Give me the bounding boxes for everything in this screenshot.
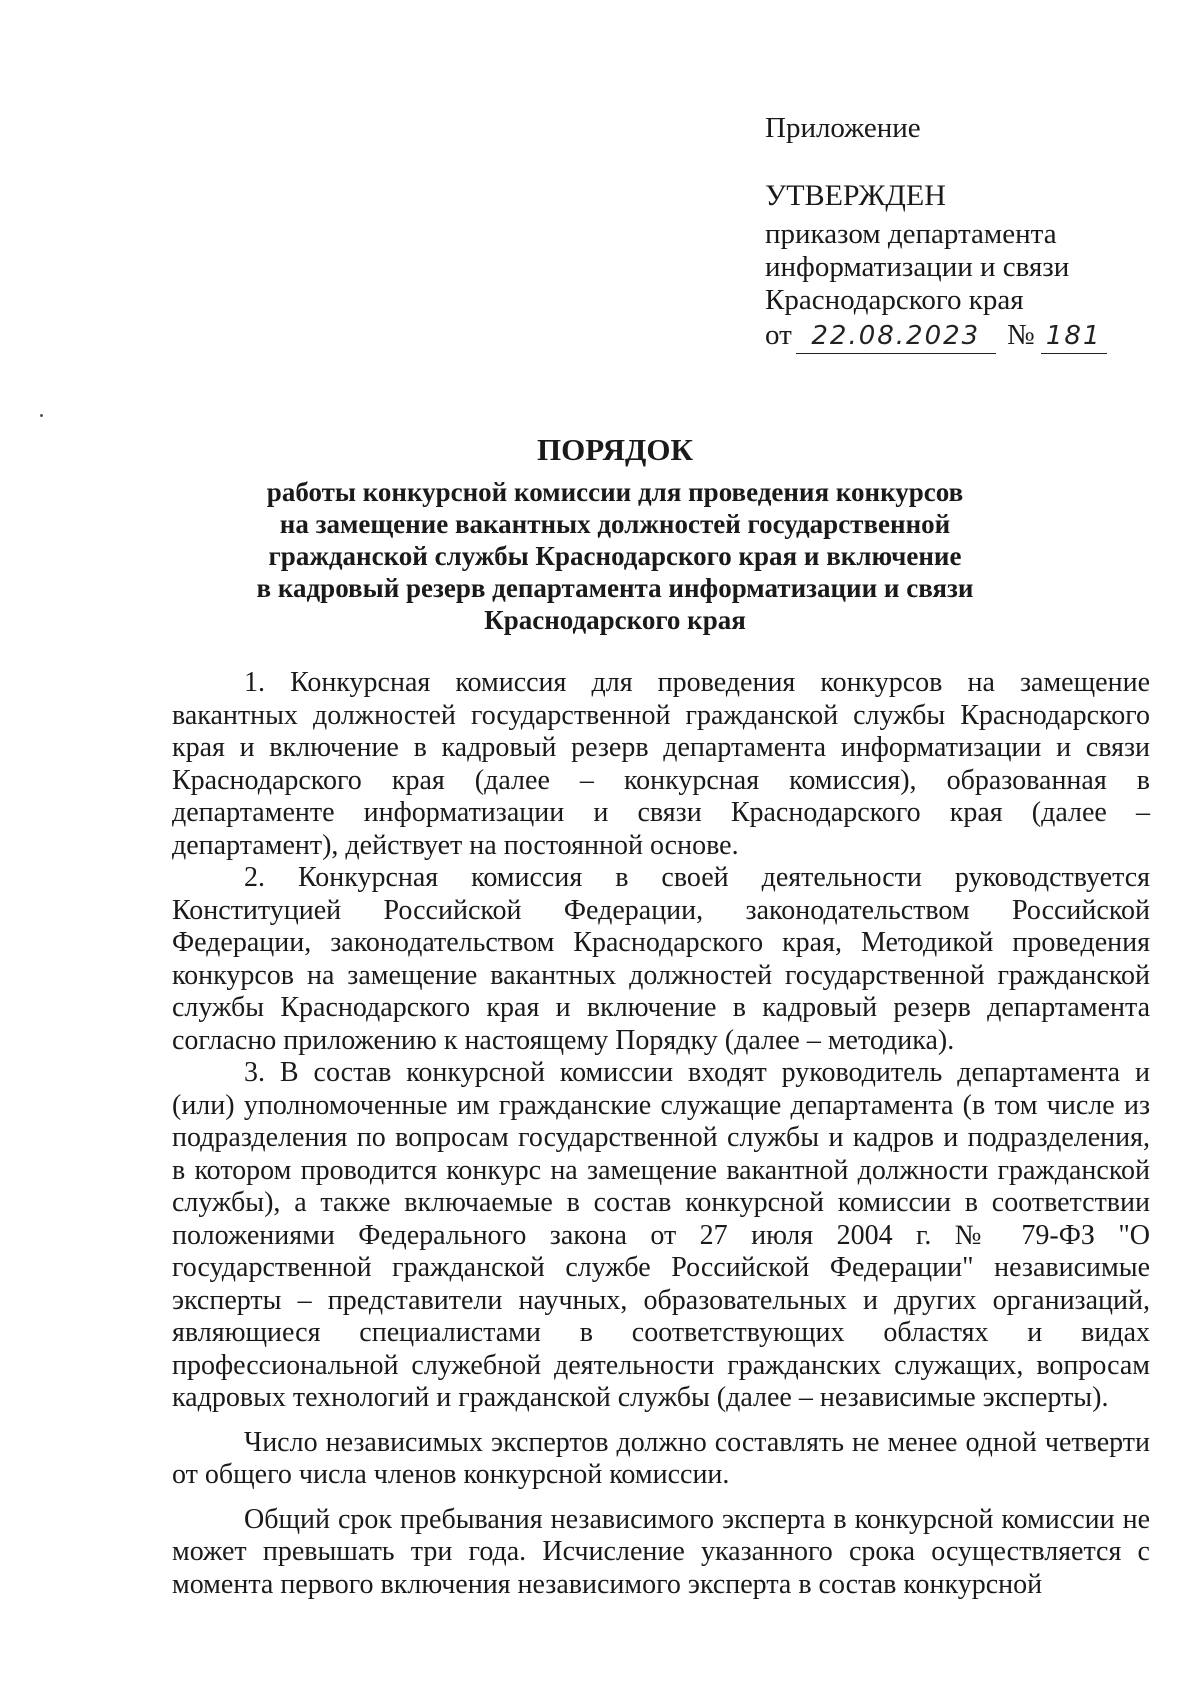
approval-stamp-block <box>765 112 1165 354</box>
order-number-handwritten: 181 <box>1041 320 1107 354</box>
order-date-handwritten: 22.08.2023 <box>796 320 996 354</box>
title-subtitle-line-3: гражданской службы Краснодарского края и включение <box>268 541 962 571</box>
appendix-label: Приложение <box>765 112 921 144</box>
paragraph-1: 1. Конкурсная комиссия для проведения конкурсов на замещение вакантных должностей государственной гражданской службы Краснодарского края и включение в кадровый резерв департамента информатизации и связи Краснодарского края (далее – конкурсная комиссия), образованная в департаменте информатизации и связи Краснодарского края (далее – департамент), действует на постоянной основе. <box>172 667 1150 861</box>
paragraph-4: Число независимых экспертов должно составлять не менее одной четверти от общего числа членов конкурсной комиссии. <box>172 1426 1150 1490</box>
title-subtitle-line-4: в кадровый резерв департамента информатизации и связи <box>256 573 974 603</box>
paragraph-2: 2. Конкурсная комиссия в своей деятельности руководствуется Конституцией Российской Федерации, законодательством Российской Федерации, законодательством Краснодарского края, Методикой проведения конкурсов на замещение вакантных должностей государственной гражданской службы Краснодарского края и включение в кадровый резерв департамента согласно приложению к настоящему Порядку (далее – методика). <box>172 862 1150 1056</box>
paragraph-3: 3. В состав конкурсной комиссии входят руководитель департамента и (или) уполномоченные им гражданские служащие департамента (в том числе из подразделения по вопросам государственной службы и кадров и подразделения, в котором проводится конкурс на замещение вакантной должности гражданской службы), а также включаемые в состав конкурсной комиссии в соответствии положениями Федерального закона от 27 июля 2004 г. № 79-ФЗ "О государственной гражданской службе Российской Федерации" независимые эксперты – представители научных, образовательных и других организаций, являющиеся специалистами в соответствующих областях и видах профессиональной служебной деятельности гражданских служащих, вопросам кадровых технологий и гражданской службы (далее – независимые эксперты). <box>172 1057 1150 1413</box>
approved-label: УТВЕРЖДЕН <box>765 179 946 212</box>
title-subtitle-line-5: Краснодарского края <box>484 605 746 635</box>
order-line-2: информатизации и связи <box>765 251 1070 283</box>
document-body <box>172 667 1150 1601</box>
order-line-1: приказом департамента <box>765 218 1057 250</box>
document-title-block <box>170 432 1060 636</box>
paragraph-5: Общий срок пребывания независимого эксперта в конкурсной комиссии не может превышать три года. Исчисление указанного срока осуществляется с момента первого включения независимого эксперта в состав конкурсной <box>172 1503 1150 1600</box>
date-prefix: от <box>765 319 792 351</box>
title-subtitle-line-1: работы конкурсной комиссии для проведения конкурсов <box>266 477 964 507</box>
title-subtitle-line-2: на замещение вакантных должностей государственной <box>279 509 951 539</box>
order-date-line <box>765 319 1165 354</box>
scan-speck <box>40 414 43 417</box>
number-prefix: № <box>1007 319 1035 351</box>
order-line-3: Краснодарского края <box>765 284 1024 316</box>
document-title: ПОРЯДОК <box>537 432 693 467</box>
